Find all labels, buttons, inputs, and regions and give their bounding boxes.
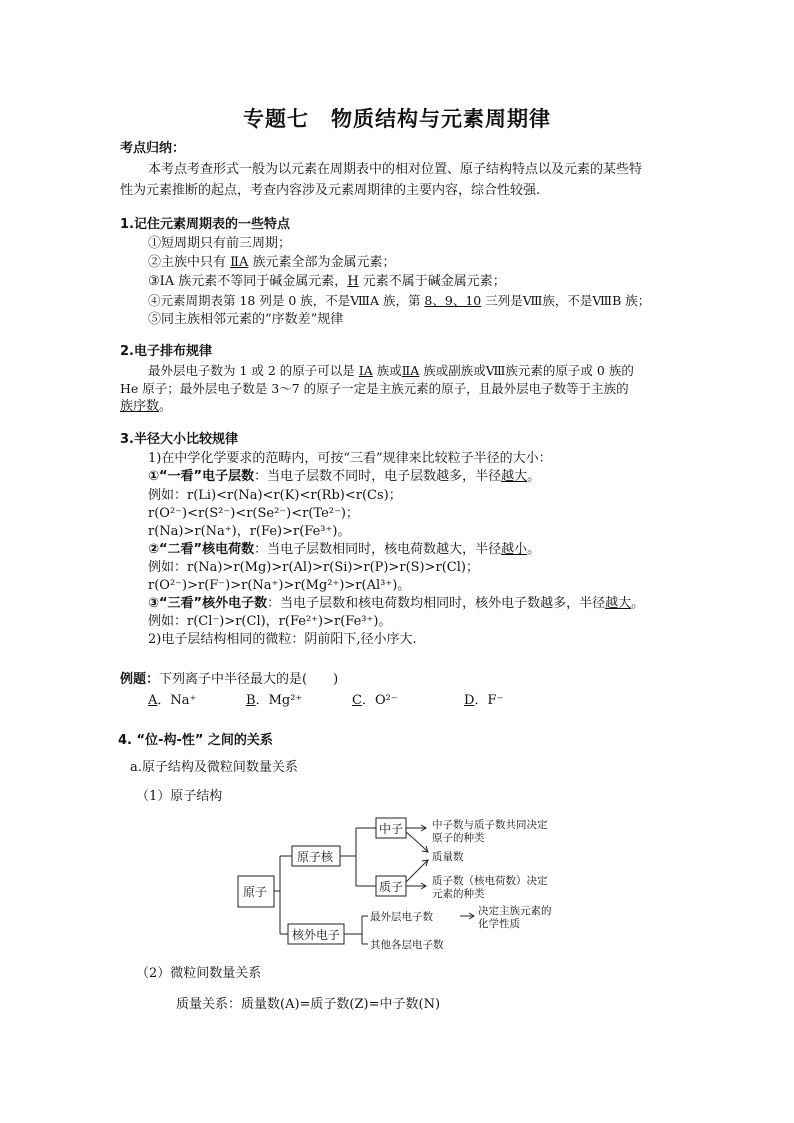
diagram-neutron-label: 中子 [379,822,404,836]
s3-rule-3: ③“三看”核外电子数：当电子层数和核电荷数均相同时，核外电子数越多，半径越大。 [148,596,645,611]
s3-example-6: 例如：r(Cl⁻)>r(Cl)，r(Fe²⁺)>r(Fe³⁺)。 [148,614,392,629]
diagram-nucleus-label: 原子核 [297,850,334,864]
s2-line-3: 族序数。 [120,399,173,414]
s2-line-2: He 原子；最外层电子数是 3～7 的原子一定是主族元素的原子，且最外层电子数等于主族的 [120,381,629,396]
s4-part-1: （1）原子结构 [136,789,223,804]
diagram-proton-label: 质子 [379,880,404,894]
diagram-neutron-desc-1: 中子数与质子数共同决定 [432,819,548,831]
option-b[interactable]: B．Mg²⁺ [246,693,303,708]
section-4-heading: 4. “位-构-性” 之间的关系 [118,733,273,748]
s3-rule-2: ②“二看”核电荷数：当电子层数相同时，核电荷数越大，半径越小。 [148,542,541,557]
s1-item-2: ②主族中只有 ⅡA 族元素全部为金属元素； [148,255,396,270]
diagram-outer-desc-1: 决定主族元素的 [478,905,552,917]
s2-line-1: 最外层电子数为 1 或 2 的原子可以是 ⅠA 族或ⅡA 族或副族或Ⅷ族元素的原子或 0 族的 [148,363,634,378]
diagram-outer-desc-2: 化学性质 [478,918,520,930]
diagram-atom-label: 原子 [243,885,268,899]
s3-example-1: 例如：r(Li)<r(Na)<r(K)<r(Rb)<r(Cs)； [148,488,402,503]
diagram-electrons-label: 核外电子 [292,928,341,942]
section-2-heading: 2.电子排布规律 [120,344,212,359]
s1-item-4: ④元素周期表第 18 列是 0 族，不是ⅧA 族，第 8、9、10 三列是Ⅷ族，不是ⅧB 族； [148,293,651,308]
page-title: 专题七 物质结构与元素周期律 [243,107,551,131]
s1-item-1: ①短周期只有前三周期； [148,236,292,251]
s4-part-2: （2）微粒间数量关系 [136,966,262,981]
section-1-heading: 1.记住元素周期表的一些特点 [120,217,290,232]
s3-line-1: 1)在中学化学要求的范畴内，可按“三看”规律来比较粒子半径的大小： [148,451,552,466]
diagram-proton-desc-2: 元素的种类 [432,888,485,900]
s3-line-2: 2)电子层结构相同的微粒：阴前阳下,径小序大. [148,632,417,647]
s3-example-3: r(Na)>r(Na⁺)，r(Fe)>r(Fe³⁺)。 [148,524,351,539]
s1-item-3: ③ⅠA 族元素不等同于碱金属元素，H 元素不属于碱金属元素； [148,274,506,289]
mass-relation: 质量关系：质量数(A)=质子数(Z)=中子数(N) [176,997,441,1012]
s4-sub-a: a.原子结构及微粒间数量关系 [130,760,298,775]
intro-line-1: 本考点考查形式一般为以元素在周期表中的相对位置、原子结构特点以及元素的某些特 [148,162,643,177]
diagram-mass-number: 质量数 [432,851,464,863]
s1-item-5: ⑤同主族相邻元素的“序数差”规律 [148,312,344,327]
intro-label: 考点归纳： [120,141,186,156]
s3-example-5: r(O²⁻)>r(F⁻)>r(Na⁺)>r(Mg²⁺)>r(Al³⁺)。 [148,578,411,593]
s3-example-2: r(O²⁻)<r(S²⁻)<r(Se²⁻)<r(Te²⁻)； [148,506,359,521]
diagram-proton-desc-1: 质子数（核电荷数）决定 [432,875,548,887]
s3-rule-1: ①“一看”电子层数：当电子层数不同时，电子层数越多，半径越大。 [148,469,541,484]
diagram-outer-electrons: 最外层电子数 [370,911,433,923]
option-c[interactable]: C．O²⁻ [352,693,398,708]
example-question: 例题：下列离子中半径最大的是( ) [120,672,339,687]
option-d[interactable]: D．F⁻ [464,693,504,708]
option-a[interactable]: A．Na⁺ [148,693,197,708]
diagram-other-electrons: 其他各层电子数 [370,939,444,951]
diagram-neutron-desc-2: 原子的种类 [432,832,485,844]
s3-example-4: 例如：r(Na)>r(Mg)>r(Al)>r(Si)>r(P)>r(S)>r(Cl)； [148,560,479,575]
intro-line-2: 性为元素推断的起点，考查内容涉及元素周期律的主要内容，综合性较强. [120,183,541,198]
section-3-heading: 3.半径大小比较规律 [120,432,238,447]
